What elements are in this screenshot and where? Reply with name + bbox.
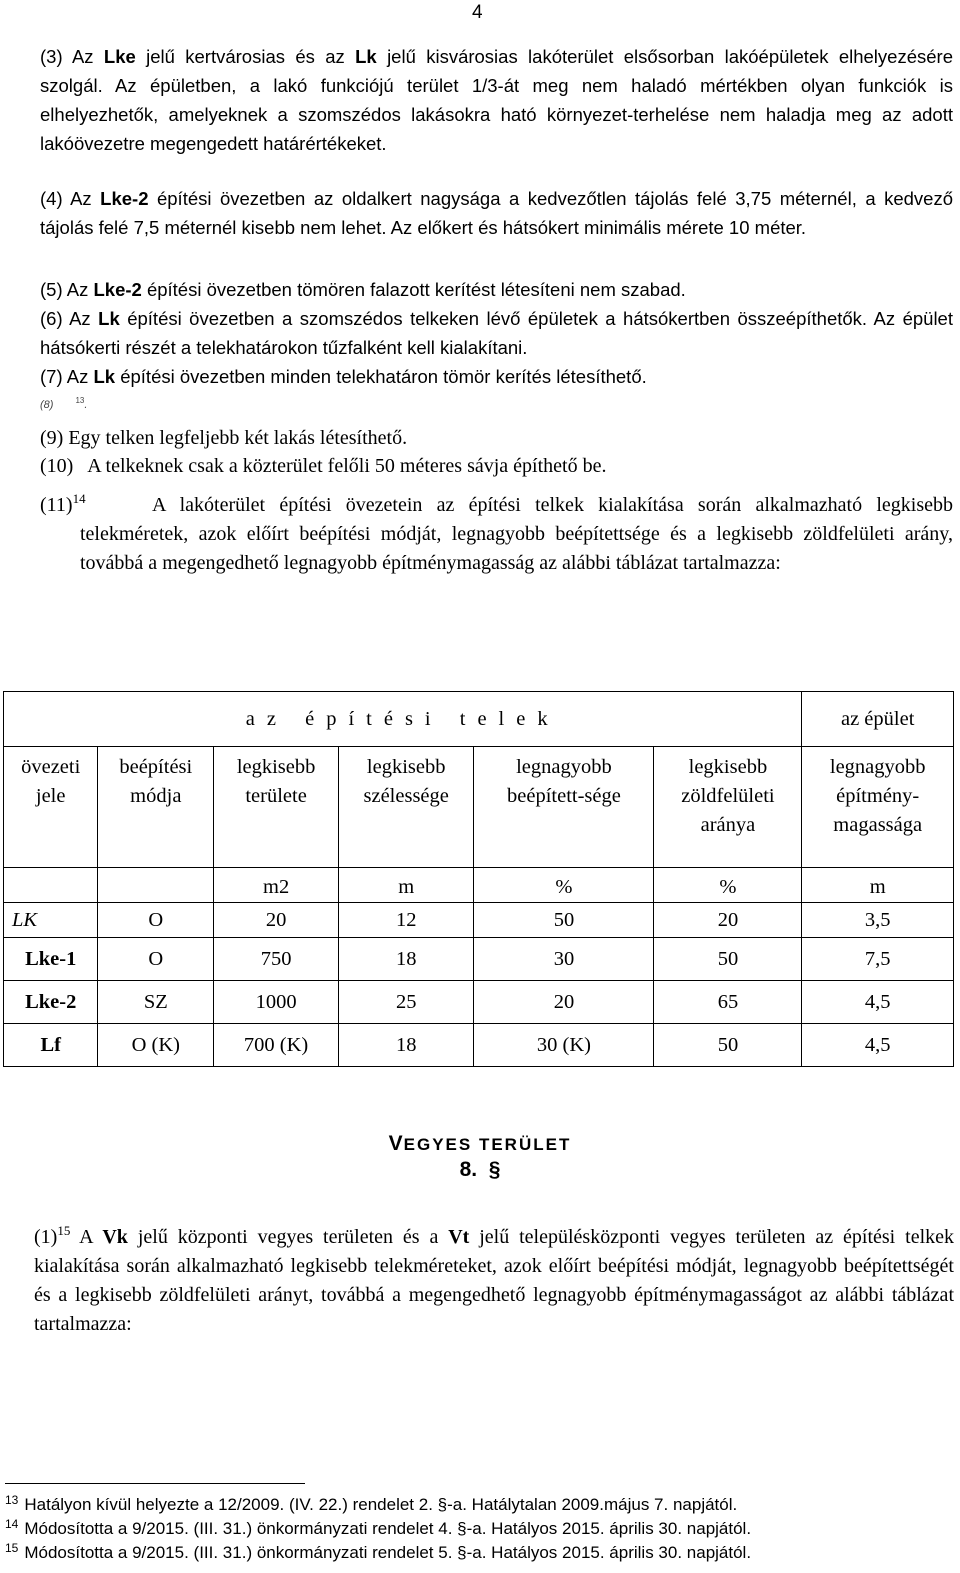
text-run: . xyxy=(84,399,88,411)
footnote-number: 14 xyxy=(5,1517,19,1531)
zone-code-cell: Lf xyxy=(4,1024,98,1067)
paragraph-number xyxy=(40,491,86,520)
table-cell: 30 xyxy=(474,938,654,981)
paragraph-number: (6) xyxy=(40,308,63,329)
footnote-separator xyxy=(5,1483,305,1484)
footnote-text: Módosította a 9/2015. (III. 31.) önkormányzati rendelet 5. §-a. Hatályos 2015. április 30. napjától. xyxy=(24,1543,752,1562)
zone-code: Lk xyxy=(98,308,120,329)
header-cell xyxy=(654,747,802,868)
paragraph-10: (10) A telkeknek csak a közterület felőli 50 méteres sávja építhető be. xyxy=(40,455,607,477)
header-cell xyxy=(338,747,473,868)
zone-code: Vk xyxy=(102,1226,128,1248)
header-line: területe xyxy=(245,785,307,807)
table-row xyxy=(4,903,954,938)
table-cell: O (K) xyxy=(98,1024,214,1067)
paragraph-number-text: (11) xyxy=(40,494,73,516)
table-cell: O xyxy=(98,938,214,981)
table-cell: 20 xyxy=(474,981,654,1024)
footnote-text: Módosította a 9/2015. (III. 31.) önkormányzati rendelet 4. §-a. Hatályos 2015. április 30. napjától. xyxy=(24,1519,752,1538)
footnote-14 xyxy=(5,1518,751,1539)
unit-cell xyxy=(4,868,98,903)
text-run: jelű kisvárosias lakóterület elsősorban lakóépületek elhelyezésére szolgál. Az épületben, a lakó funkciójú terület 1/3-át meg nem haladó mértékben olyan funkciók is elhelyezhetők, amelyeknek a szomszédos lakásokra ható környezet-terhelése nem haladja meg az adott lakóövezetre megengedett határértékeket. xyxy=(40,46,953,154)
header-line: beépített-sége xyxy=(507,785,621,807)
text-run: jelű központi vegyes területen és a xyxy=(127,1226,449,1248)
header-line: legnagyobb xyxy=(516,756,612,778)
table-cell: 50 xyxy=(654,1024,802,1067)
text-run: építési övezetben a szomszédos telkeken lévő épületek a hátsókertben összeépíthetők. Az épület hátsókerti részét a telekhatárokon tűzfalként kell kialakítani. xyxy=(40,308,953,358)
header-cell xyxy=(474,747,654,868)
paragraph-5 xyxy=(40,275,953,304)
paragraph-8-repealed xyxy=(40,396,87,411)
paragraph-3 xyxy=(40,42,953,158)
header-line: magassága xyxy=(833,814,923,836)
zone-code: Lke-2 xyxy=(93,279,142,300)
text-run: A xyxy=(70,1226,103,1248)
text-run: Az xyxy=(69,308,99,329)
table-cell: 18 xyxy=(338,1024,473,1067)
footnote-ref[interactable]: 14 xyxy=(72,491,86,506)
table-cell: 12 xyxy=(338,903,473,938)
header-line: legnagyobb xyxy=(829,756,926,778)
header-cell xyxy=(98,747,214,868)
header-line: legkisebb xyxy=(236,756,316,778)
table-cell: 50 xyxy=(474,903,654,938)
header-cell xyxy=(4,747,98,868)
table-cell: 20 xyxy=(214,903,339,938)
paragraph-6 xyxy=(40,304,953,362)
table-cell: 700 (K) xyxy=(214,1024,339,1067)
header-line: szélessége xyxy=(363,785,449,807)
header-line: övezeti xyxy=(21,756,81,778)
text-run: jelű kertvárosias és az xyxy=(135,46,356,67)
header-line: jele xyxy=(35,785,66,807)
footnote-number: 15 xyxy=(5,1541,19,1555)
footnote-text: Hatályon kívül helyezte a 12/2009. (IV. 22.) rendelet 2. §-a. Hatálytalan 2009.május 7. napjától. xyxy=(24,1495,738,1514)
header-line: építmény- xyxy=(836,785,920,807)
unit-cell: % xyxy=(654,868,802,903)
text-run: Az xyxy=(66,279,94,300)
paragraph-number: (4) xyxy=(40,188,63,209)
unit-cell: m2 xyxy=(214,868,339,903)
zone-code: Lke xyxy=(103,46,136,67)
paragraph-9: (9) Egy telken legfeljebb két lakás létesíthető. xyxy=(40,427,408,449)
group-header-building: az épület xyxy=(802,692,954,747)
section-number: 8. § xyxy=(459,1158,501,1181)
table-cell: 50 xyxy=(654,938,802,981)
group-header-building-plot: az építési telek xyxy=(4,692,802,747)
residential-limits-table xyxy=(3,691,954,1067)
zone-code: Lk xyxy=(355,46,377,67)
zone-code: Lke-2 xyxy=(100,188,149,209)
header-line: módja xyxy=(130,785,182,807)
table-cell: 20 xyxy=(654,903,802,938)
table-group-header-row xyxy=(4,692,954,747)
section-8-paragraph-1 xyxy=(34,1223,954,1339)
table-header-row xyxy=(4,747,954,868)
footnote-number: 13 xyxy=(5,1493,19,1507)
header-cell xyxy=(802,747,954,868)
zone-code: Vt xyxy=(448,1226,470,1248)
table-cell: 25 xyxy=(338,981,473,1024)
header-line: beépítési xyxy=(119,756,193,778)
paragraph-number: (7) xyxy=(40,366,63,387)
paragraph-body: A lakóterület építési övezetein az építési telkek kialakítása során alkalmazható legkisebb telekméretek, azok előírt beépítési módját, legnagyobb beépítettsége és a legkisebb zöldfelületi arány, továbbá a megengedhető legnagyobb építménymagasság az alábbi táblázat tartalmazza: xyxy=(80,494,953,574)
table-cell: 18 xyxy=(338,938,473,981)
header-line: legkisebb xyxy=(688,756,768,778)
unit-cell xyxy=(98,868,214,903)
paragraph-11 xyxy=(40,491,953,578)
title-initial: V xyxy=(388,1132,404,1155)
text-run: építési övezetben tömören falazott kerítést létesíteni nem szabad. xyxy=(141,279,686,300)
text-run: Az xyxy=(70,188,101,209)
table-cell: 7,5 xyxy=(802,938,954,981)
header-cell xyxy=(214,747,339,868)
header-line: zöldfelületi xyxy=(681,785,775,807)
unit-cell: % xyxy=(474,868,654,903)
zone-code: Lk xyxy=(93,366,116,387)
footnote-ref[interactable]: 15 xyxy=(57,1223,71,1238)
unit-cell: m xyxy=(338,868,473,903)
table-cell: 65 xyxy=(654,981,802,1024)
table-cell: SZ xyxy=(98,981,214,1024)
paragraph-number: (1) xyxy=(34,1226,58,1248)
table-row xyxy=(4,938,954,981)
text-run: jelű településközponti vegyes területen az építési telkek kialakítása során alkalmazható legkisebb telekméreteket, azok előírt beépítési módját, legnagyobb beépítettségét és a legkisebb zöldfelületi arányt, továbbá a megengedhető legnagyobb építménymagasságot az alábbi táblázat tartalmazza: xyxy=(34,1226,955,1335)
table-cell: 4,5 xyxy=(802,1024,954,1067)
footnote-13 xyxy=(5,1494,737,1515)
header-line: aránya xyxy=(700,814,756,836)
paragraph-4 xyxy=(40,184,953,242)
unit-cell: m xyxy=(802,868,954,903)
page-number: 4 xyxy=(472,2,483,23)
table-cell: 1000 xyxy=(214,981,339,1024)
table-cell: 3,5 xyxy=(802,903,954,938)
paragraph-number: (8) xyxy=(40,399,54,411)
table-cell: O xyxy=(98,903,214,938)
text-run: építési övezetben minden telekhatáron tömör kerítés létesíthető. xyxy=(115,366,647,387)
section-title xyxy=(0,1132,960,1156)
text-run: építési övezetben az oldalkert nagysága a kedvezőtlen tájolás felé 3,75 méternél, a kedvező tájolás felé 7,5 méternél kisebb nem lehet. Az előkert és hátsókert minimális mérete 10 méter. xyxy=(40,188,953,238)
paragraph-7 xyxy=(40,362,953,391)
zone-code-cell: LK xyxy=(4,903,98,938)
paragraph-number: (5) xyxy=(40,279,63,300)
footnote-15 xyxy=(5,1542,751,1563)
zone-code-cell: Lke-1 xyxy=(4,938,98,981)
header-line: legkisebb xyxy=(366,756,446,778)
zone-code-cell: Lke-2 xyxy=(4,981,98,1024)
paragraph-number: (3) xyxy=(40,46,63,67)
text-run: Az xyxy=(71,46,104,67)
table-cell: 4,5 xyxy=(802,981,954,1024)
footnote-ref[interactable]: 13 xyxy=(75,396,85,405)
title-rest: EGYES TERÜLET xyxy=(403,1135,572,1154)
table-cell: 750 xyxy=(214,938,339,981)
table-row xyxy=(4,981,954,1024)
table-cell: 30 (K) xyxy=(474,1024,654,1067)
table-units-row xyxy=(4,868,954,903)
table-row xyxy=(4,1024,954,1067)
text-run: Az xyxy=(66,366,94,387)
